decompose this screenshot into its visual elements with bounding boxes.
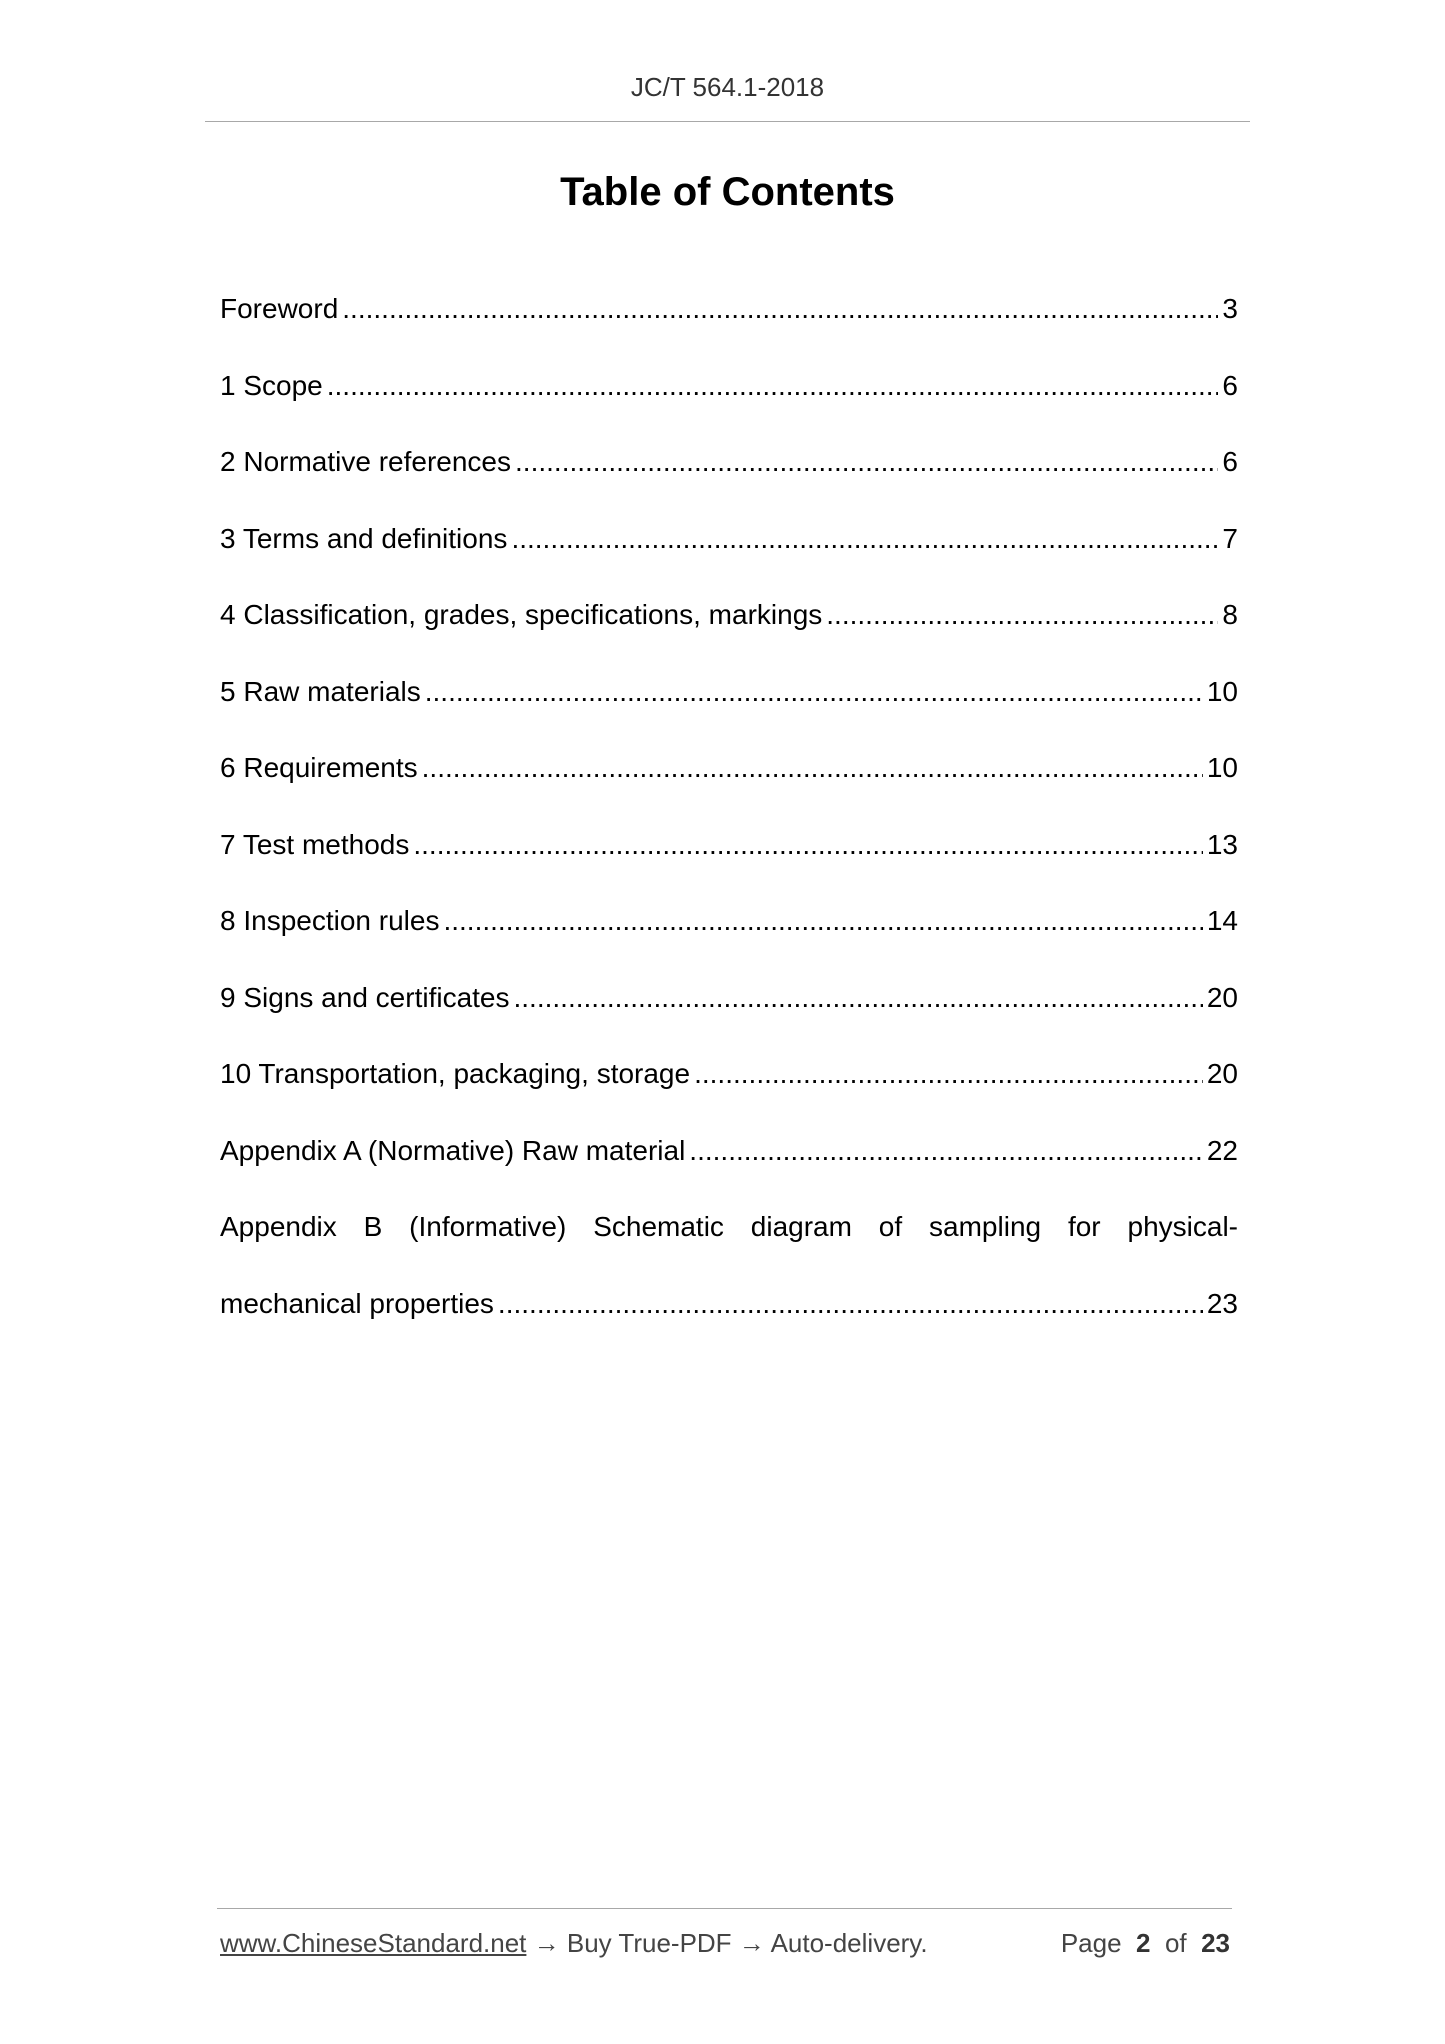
toc-entry-requirements[interactable]	[220, 743, 1238, 820]
page-word: Page	[1060, 1928, 1122, 1958]
page-title: Table of Contents	[560, 170, 895, 214]
toc-entry-test-methods[interactable]	[220, 820, 1238, 897]
toc-entry-raw-materials[interactable]	[220, 667, 1238, 744]
toc-entry-terms-and-definitions[interactable]	[220, 514, 1238, 591]
toc-entry-label: 1 Scope	[220, 369, 323, 401]
toc-entry-page: 20	[1206, 1058, 1238, 1089]
toc-entry-page: 6	[1222, 446, 1238, 477]
footer-promo-text: → Buy True-PDF → Auto-delivery.	[526, 1928, 928, 1958]
toc-entry-label: mechanical properties	[220, 1287, 494, 1319]
website-link[interactable]: www.ChineseStandard.net	[220, 1928, 527, 1958]
toc-entry-label: 3 Terms and definitions	[220, 522, 508, 554]
toc-entry-label: Appendix B (Informative) Schematic diagram of sampling for physical-	[220, 1211, 1238, 1242]
toc-entry-label: Foreword	[220, 293, 339, 324]
toc-entry-transportation[interactable]	[220, 1049, 1238, 1126]
current-page-number: 2	[1136, 1928, 1151, 1958]
toc-entry-label: 7 Test methods	[220, 828, 410, 860]
dot-leader	[342, 284, 1218, 334]
dot-leader	[327, 361, 1219, 411]
toc-entry-scope[interactable]	[220, 361, 1238, 438]
toc-entry-signs-and-certificates[interactable]	[220, 973, 1238, 1050]
toc-entry-page: 10	[1206, 752, 1238, 783]
dot-leader	[694, 1049, 1203, 1099]
toc-entry-page: 13	[1206, 828, 1238, 860]
table-of-contents	[220, 284, 1238, 1355]
toc-entry-appendix-b-line1[interactable]	[220, 1202, 1238, 1279]
dot-leader	[443, 896, 1202, 946]
toc-entry-label: 10 Transportation, packaging, storage	[220, 1058, 691, 1089]
dot-leader	[422, 743, 1203, 793]
toc-entry-appendix-a[interactable]	[220, 1126, 1238, 1203]
toc-entry-page: 8	[1222, 599, 1238, 630]
page-of-word: of	[1164, 1928, 1187, 1958]
dot-leader	[514, 973, 1203, 1023]
dot-leader	[515, 437, 1218, 487]
dot-leader	[689, 1126, 1203, 1176]
toc-entry-label: 2 Normative references	[220, 446, 512, 477]
document-code-header: JC/T 564.1-2018	[630, 72, 825, 102]
toc-entry-page: 22	[1206, 1134, 1238, 1166]
toc-entry-foreword[interactable]	[220, 284, 1238, 361]
toc-entry-inspection-rules[interactable]	[220, 896, 1238, 973]
toc-entry-page: 10	[1206, 675, 1238, 707]
toc-entry-page: 20	[1206, 981, 1238, 1013]
dot-leader	[511, 514, 1218, 564]
toc-entry-classification[interactable]	[220, 590, 1238, 667]
toc-entry-label: 4 Classification, grades, specifications, markings	[220, 599, 823, 630]
header-divider	[205, 121, 1250, 122]
dot-leader	[413, 820, 1202, 870]
footer-divider	[217, 1908, 1232, 1909]
toc-entry-label: Appendix A (Normative) Raw material	[220, 1134, 686, 1166]
dot-leader	[425, 667, 1203, 717]
toc-entry-page: 3	[1222, 293, 1238, 324]
toc-entry-label: 9 Signs and certificates	[220, 981, 510, 1013]
total-page-count: 23	[1201, 1928, 1230, 1958]
page-number-indicator	[1061, 1928, 1230, 1959]
toc-entry-appendix-b[interactable]	[220, 1279, 1238, 1356]
toc-entry-label: 8 Inspection rules	[220, 905, 440, 936]
dot-leader	[498, 1279, 1203, 1329]
page-footer	[220, 1928, 1230, 1959]
toc-entry-normative-references[interactable]	[220, 437, 1238, 514]
toc-entry-label: 5 Raw materials	[220, 675, 421, 707]
toc-entry-label: 6 Requirements	[220, 752, 418, 783]
toc-entry-page: 14	[1206, 905, 1238, 936]
toc-entry-page: 6	[1222, 369, 1238, 401]
dot-leader	[826, 590, 1218, 640]
toc-entry-page: 23	[1206, 1287, 1238, 1319]
toc-entry-page: 7	[1222, 522, 1238, 554]
